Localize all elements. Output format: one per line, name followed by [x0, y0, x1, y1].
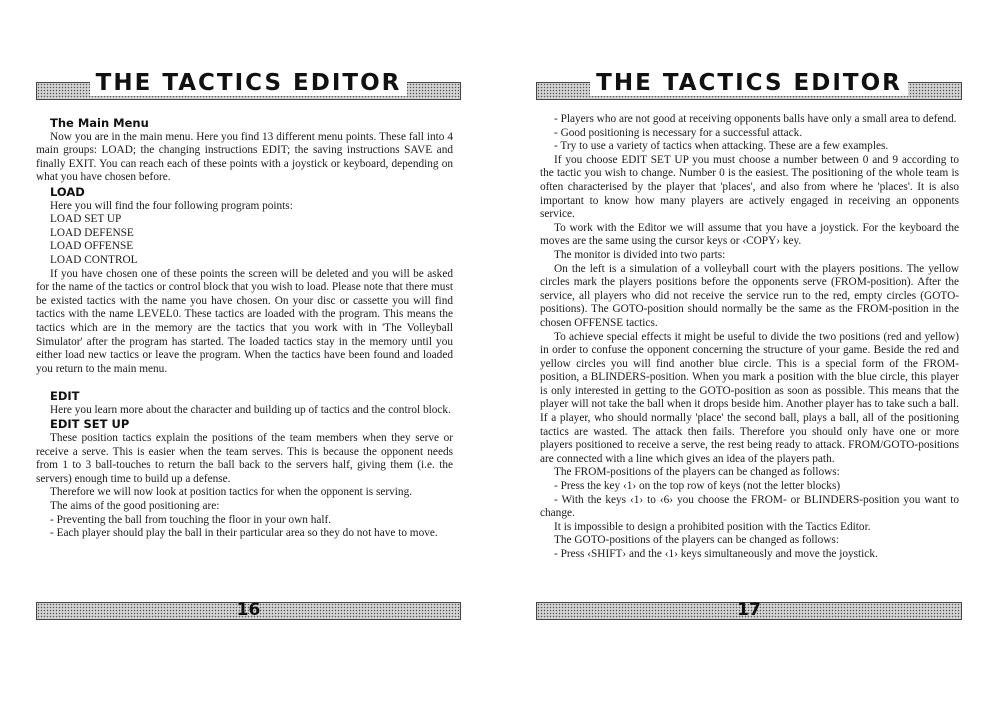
- right-page-body: [540, 113, 959, 562]
- monitor-paragraph: The monitor is divided into two parts:: [554, 248, 726, 261]
- load-intro: Here you will find the four following program points:: [50, 199, 293, 212]
- load-item: LOAD OFFENSE: [50, 240, 134, 253]
- bullet-item: - Players who are not good at receiving opponents balls have only a small area to defend.: [554, 113, 957, 125]
- load-text: If you have chosen one of these points the screen will be deleted and you will be asked for the name of the tactics or control block that you wish to load. Please note that there must be existed tactics with the name you have chosen. On your disc or cassette you will find tactics with the name LEVEL0. These tactics are loaded with the program. This means the tactics which are in the memory are the tactics that you work with in 'The Volleyball Simulator' after the program has started. The loaded tactics stay in the memory until you either load new tactics or leave the program. When the tactics have been found and loaded you return to the main menu.: [36, 267, 453, 375]
- edit-text: Here you learn more about the character and building up of tactics and the control block.: [50, 403, 451, 416]
- load-item: LOAD CONTROL: [50, 253, 138, 266]
- bullet-item: - Good positioning is necessary for a successful attack.: [554, 126, 803, 139]
- page-title: THE TACTICS EDITOR: [37, 70, 460, 96]
- load-heading: LOAD: [50, 184, 85, 199]
- edit-setup-heading: EDIT SET UP: [50, 417, 130, 432]
- from-change-paragraph: The FROM-positions of the players can be changed as follows:: [554, 466, 840, 479]
- page-number: 16: [236, 600, 261, 620]
- edit-setup-text: The aims of the good positioning are:: [50, 500, 220, 513]
- right-page: [500, 0, 1000, 707]
- joystick-paragraph: To work with the Editor we will assume that you have a joystick. For the keyboard the moves are the same using the cursor keys or ‹COPY› key.: [540, 221, 959, 248]
- left-page-body: [36, 117, 453, 541]
- main-menu-text: Now you are in the main menu. Here you find 13 different menu points. These fall into 4 main groups: LOAD; the changing instructions EDIT; the saving instructions SAVE and finally EXIT. You can reach each of these points with a joystick or keyboard, depending on what you have chosen before.: [36, 130, 453, 184]
- footer-band: [36, 602, 461, 620]
- impossible-paragraph: It is impossible to design a prohibited position with the Tactics Editor.: [554, 520, 871, 533]
- aim-item: - Preventing the ball from touching the floor in your own half.: [50, 513, 332, 526]
- from-step: - Press the key ‹1› on the top row of keys (not the letter blocks): [554, 480, 841, 493]
- main-menu-heading: The Main Menu: [50, 116, 149, 130]
- edit-setup-text: Therefore we will now look at position tactics for when the opponent is serving.: [50, 486, 413, 499]
- load-item: LOAD DEFENSE: [50, 226, 134, 239]
- aim-item: - Each player should play the ball in their particular area so they do not have to move.: [50, 527, 438, 540]
- page-title: THE TACTICS EDITOR: [537, 70, 961, 96]
- goto-step: - Press ‹SHIFT› and the ‹1› keys simultaneously and move the joystick.: [554, 548, 878, 560]
- load-item: LOAD SET UP: [50, 213, 122, 226]
- footer-band: [536, 602, 962, 620]
- page-number: 17: [737, 600, 761, 620]
- court-paragraph: On the left is a simulation of a volleyball court with the players positions. The yellow circles mark the players positions before the opponents serve (FROM-position). After the service, all players who did not receive the service run to the red, empty circles (GOTO-positions). The GOTO-position should normally be the same as the FROM-position in the chosen OFFENSE tactics.: [540, 262, 959, 329]
- header-band: [36, 70, 461, 100]
- bullet-item: - Try to use a variety of tactics when attacking. These are a few examples.: [554, 140, 889, 153]
- header-band: [536, 70, 962, 100]
- special-effects-paragraph: To achieve special effects it might be useful to divide the two positions (red and yellow) in order to confuse the opponent concerning the structure of your game. Beside the red and yellow circles you will find another blue circle. This is a special form of the FROM-position, a BLINDERS-position. When you mark a position with the blue circle, this player is only interested in getting to the GOTO-position as soon as possible. This means that the player will not take the ball when it drops beside him. Another player has to take such a ball. If a player, who should normally 'place' the second ball, plays a ball, all of the positioning tactics are wasted. The attack then fails. Therefore you should only have one or more players positioned to receive a serve, the rest being ready to attack. FROM/GOTO-positions are connected with a line which gives an idea of the players path.: [540, 330, 959, 465]
- from-step: - With the keys ‹1› to ‹6› you choose the FROM- or BLINDERS-position you want to change.: [540, 493, 959, 520]
- goto-change-paragraph: The GOTO-positions of the players can be changed as follows:: [554, 534, 839, 547]
- edit-setup-text: These position tactics explain the positions of the team members when they serve or receive a serve. This is easier when the team serves. This is because the opponent needs from 1 to 3 ball-touches to return the ball back to the servers half, giving them (i.e. the servers) enough time to build up a defense.: [36, 432, 453, 485]
- choose-paragraph: If you choose EDIT SET UP you must choose a number between 0 and 9 according to the tactic you wish to change. Number 0 is the easiest. The positioning of the whole team is often characterised by the player that 'places', and also from where he 'places'. It is also important to know how many players are actively engaged in receiving an opponents service.: [540, 153, 959, 221]
- edit-heading: EDIT: [50, 389, 80, 404]
